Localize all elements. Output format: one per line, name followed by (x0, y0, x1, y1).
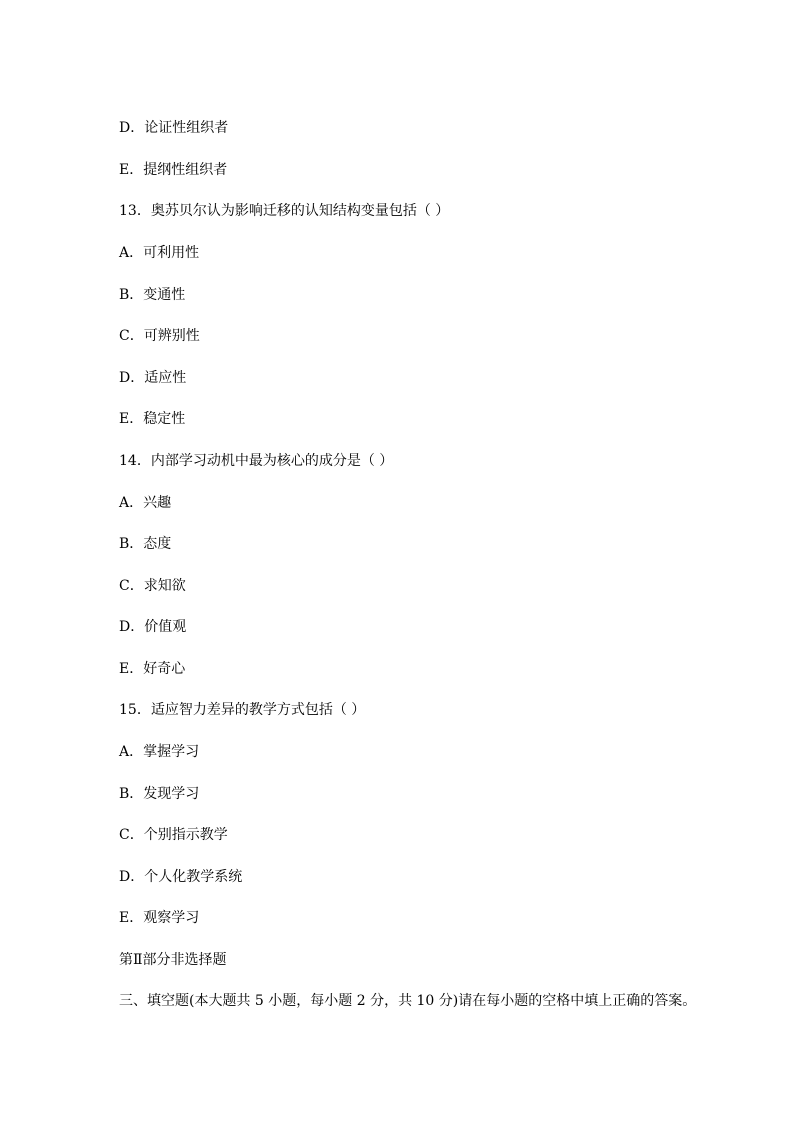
option-14-c: C．求知欲 (119, 578, 186, 594)
option-13-b: B．变通性 (119, 287, 186, 303)
option-13-c: C．可辨别性 (119, 328, 200, 344)
option-15-d: D．个人化教学系统 (119, 869, 243, 885)
section-heading-part-2: 第Ⅱ部分非选择题 (119, 952, 227, 968)
option-12-d: D．论证性组织者 (119, 120, 229, 136)
question-14: 14．内部学习动机中最为核心的成分是（ ） (119, 453, 394, 469)
option-13-d: D．适应性 (119, 370, 187, 386)
option-13-a: A．可利用性 (119, 245, 200, 261)
fill-in-section-instructions: 三、填空题(本大题共 5 小题，每小题 2 分，共 10 分)请在每小题的空格中填上正确的答案。 (119, 993, 697, 1009)
option-15-c: C．个别指示教学 (119, 827, 228, 843)
option-14-a: A．兴趣 (119, 495, 172, 511)
option-13-e: E．稳定性 (119, 411, 186, 427)
option-15-e: E．观察学习 (119, 910, 200, 926)
option-14-b: B．态度 (119, 536, 172, 552)
option-15-b: B．发现学习 (119, 786, 200, 802)
question-15: 15．适应智力差异的教学方式包括（ ） (119, 702, 366, 718)
option-14-d: D．价值观 (119, 619, 187, 635)
question-13: 13．奥苏贝尔认为影响迁移的认知结构变量包括（ ） (119, 203, 450, 219)
option-12-e: E．提纲性组织者 (119, 162, 228, 178)
option-14-e: E．好奇心 (119, 661, 186, 677)
option-15-a: A．掌握学习 (119, 744, 200, 760)
